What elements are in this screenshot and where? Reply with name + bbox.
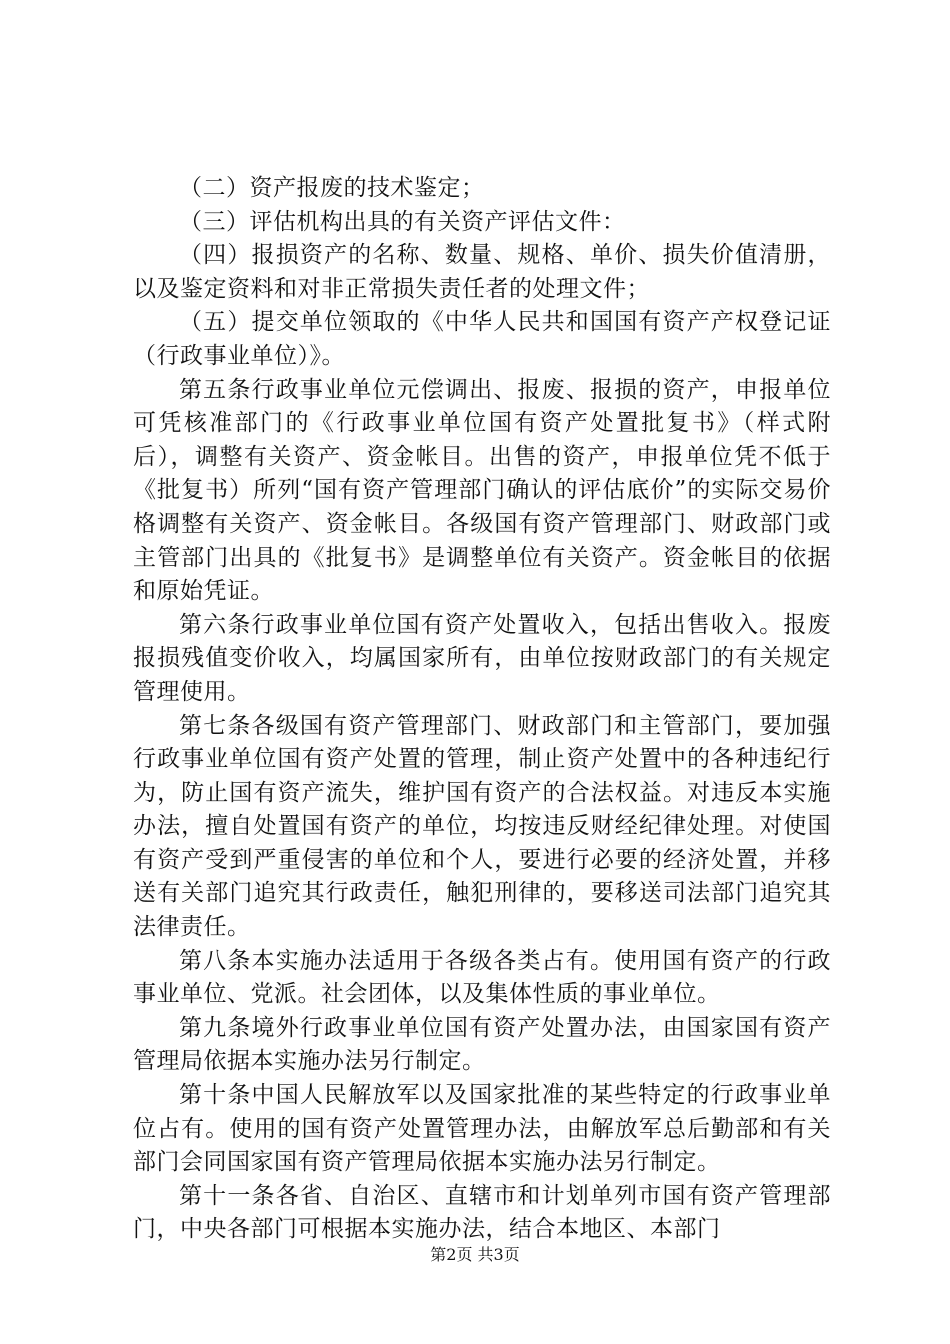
paragraph-article-11: 第十一条各省、自治区、直辖市和计划单列市国有资产管理部门，中央各部门可根据本实施办法，结合本地区、本部门: [133, 1182, 831, 1243]
paragraph-item-4: （四）报损资产的名称、数量、规格、单价、损失价值清册，以及鉴定资料和对非正常损失责任者的处理文件；: [133, 242, 831, 302]
paragraph-article-5: 第五条行政事业单位元偿调出、报废、报损的资产，申报单位可凭核准部门的《行政事业单位国有资产处置批复书》（样式附后），调整有关资产、资金帐目。出售的资产，申报单位凭不低于《批复书）所列“国有资产管理部门确认的评估底价”的实际交易价格调整有关资产、资金帐目。各级国有资产管理部门、财政部门或主管部门出具的《批复书》是调整单位有关资产。资金帐目的依据和原始凭证。: [133, 376, 831, 605]
paragraph-article-8: 第八条本实施办法适用于各级各类占有。使用国有资产的行政事业单位、党派。社会团体，以及集体性质的事业单位。: [133, 947, 831, 1008]
paragraph-article-7: 第七条各级国有资产管理部门、财政部门和主管部门，要加强行政事业单位国有资产处置的管理，制止资产处置中的各种违纪行为，防止国有资产流失，维护国有资产的合法权益。对违反本实施办法，擅自处置国有资产的单位，均按违反财经纪律处理。对使国有资产受到严重侵害的单位和个人，要进行必要的经济处置，并移送有关部门追究其行政责任，触犯刑律的，要移送司法部门追究其法律责任。: [133, 712, 831, 941]
document-body: [133, 172, 831, 1247]
paragraph-article-10: 第十条中国人民解放军以及国家批准的某些特定的行政事业单位占有。使用的国有资产处置管理办法，由解放军总后勤部和有关部门会同国家国有资产管理局依据本实施办法另行制定。: [133, 1082, 831, 1176]
page-number-footer: 第2页 共3页: [430, 1245, 520, 1264]
paragraph-item-3: （三）评估机构出具的有关资产评估文件：: [179, 208, 626, 235]
paragraph-article-9: 第九条境外行政事业单位国有资产处置办法，由国家国有资产管理局依据本实施办法另行制定。: [133, 1014, 831, 1075]
paragraph-item-2: （二）资产报废的技术鉴定；: [179, 175, 485, 201]
paragraph-item-5: （五）提交单位领取的《中华人民共和国国有资产产权登记证（行政事业单位）》。: [133, 309, 831, 369]
paragraph-article-6: 第六条行政事业单位国有资产处置收入，包括出售收入。报废报损残值变价收入，均属国家所有，由单位按财政部门的有关规定管理使用。: [133, 611, 831, 705]
